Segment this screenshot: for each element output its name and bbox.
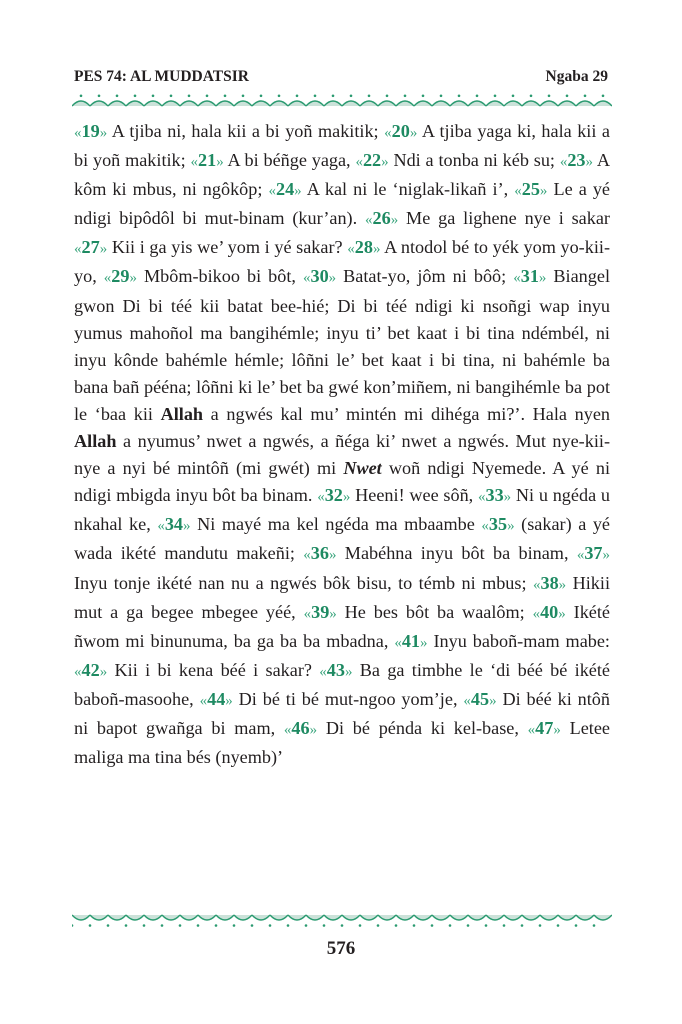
verse-number-marker	[303, 543, 336, 563]
verse-number: 44	[207, 688, 226, 709]
verse-number: 40	[540, 601, 559, 622]
border-dot	[395, 924, 398, 927]
verse-number-marker	[191, 150, 224, 170]
verse-ornament-close-icon: »	[381, 154, 389, 171]
verse-text: Inyu tonje ikété nan nu a ngwés bôk bisu, to témb ni mbus;	[74, 572, 533, 593]
verse-ornament-close-icon: »	[489, 692, 497, 709]
verse-ornament-close-icon: »	[553, 721, 561, 738]
border-dot	[503, 924, 506, 927]
running-header	[74, 68, 608, 88]
verse-text: (sakar) a yé wada ikété mandutu makeñi;	[74, 514, 610, 564]
verse-number-marker	[200, 689, 233, 709]
verse-text: a ngwés kal mu’ mintén mi dihéga mi?’. Hala nyen	[203, 403, 610, 424]
verse-text: A tjiba ni, hala kii a bi yoñ makitik;	[107, 121, 385, 141]
verse-number: 43	[326, 659, 345, 680]
verse-ornament-close-icon: »	[328, 270, 337, 287]
verse-number-marker	[463, 689, 496, 709]
verse-ornament-open-icon: «	[513, 270, 521, 287]
verse-number-marker	[268, 179, 301, 199]
top-ornamental-border	[72, 94, 612, 108]
verse-text: Inyu baboñ-mam mabe:	[427, 630, 610, 651]
verse-number-marker	[478, 485, 511, 505]
verse-ornament-open-icon: «	[303, 547, 311, 564]
border-dot	[548, 95, 551, 98]
verse-ornament-open-icon: «	[532, 576, 541, 593]
verse-text: Batat-yo, jôm ni bôô;	[336, 266, 514, 287]
verse-number: 33	[485, 485, 504, 506]
verse-ornament-open-icon: «	[576, 547, 585, 564]
border-dot	[449, 924, 452, 927]
verse-number: 20	[391, 121, 410, 141]
border-dot	[440, 95, 443, 98]
verse-ornament-close-icon: »	[329, 605, 337, 622]
verse-ornament-open-icon: «	[74, 663, 82, 680]
verse-ornament-open-icon: «	[527, 721, 536, 738]
verse-ornament-open-icon: «	[319, 663, 327, 680]
border-dot	[197, 924, 200, 927]
verse-text: Hikii mut a ga begee mbegee yéé,	[74, 572, 610, 622]
verse-ornament-open-icon: «	[74, 125, 82, 141]
border-dot	[134, 95, 137, 98]
verse-ornament-close-icon: »	[558, 576, 567, 593]
border-dot	[323, 924, 326, 927]
verse-ornament-close-icon: »	[409, 125, 418, 141]
verse-text: a nyumus’ nwet a ngwés, a ñéga ki’ nwet a ngwés. Mut nye-kii-nye a nyi bé mintôñ (mi gwét) mi	[74, 431, 610, 479]
border-dot	[359, 924, 362, 927]
divine-name-allah: Allah	[160, 403, 204, 424]
verse-text: Kii i ga yis we’ yom i yé sakar?	[107, 237, 348, 258]
verse-ornament-close-icon: »	[585, 154, 593, 171]
border-dot	[251, 924, 254, 927]
verse-ornament-open-icon: «	[532, 605, 541, 622]
border-dot	[530, 95, 533, 98]
verse-number-marker	[533, 602, 566, 622]
verse-number: 34	[164, 514, 184, 535]
verse-number: 31	[520, 266, 539, 287]
verse-ornament-open-icon: «	[103, 270, 112, 287]
verse-number: 45	[470, 688, 490, 709]
verse-ornament-open-icon: «	[394, 634, 402, 651]
verse-ornament-close-icon: »	[420, 634, 428, 651]
verse-ornament-close-icon: »	[129, 270, 137, 287]
border-dot	[413, 924, 416, 927]
border-dot	[476, 95, 479, 98]
page-number: 576	[326, 938, 356, 959]
divine-name-nwet: Nwet	[343, 458, 382, 479]
verse-number-marker	[560, 150, 593, 170]
verse-text: Biangel gwon Di bi téé kii batat bee-hié; Di bi téé ndigi ki nsoñgi wap inyu yumus mahoñol ma bangihémle; inyu ti’ bet kaat i bi tina ndémbél, ni inyu kônde bahémle hémle; lôñni le’ bet kaat i bi tina, ni bahémle ba bana bañ pééna; lôñni ki le’ bet ba gwé kon’miñem, ni bangihémle ba pot le ‘baa kii	[74, 266, 610, 424]
border-dot	[512, 95, 515, 98]
verse-number: 23	[567, 150, 586, 171]
verse-ornament-close-icon: »	[328, 547, 337, 564]
verse-number: 25	[521, 179, 540, 200]
border-dot	[72, 924, 73, 927]
verse-text: Kii i bi kena béé i sakar?	[107, 659, 320, 680]
border-dot	[305, 924, 308, 927]
verse-ornament-close-icon: »	[558, 605, 566, 622]
border-dot	[179, 924, 182, 927]
verse-number: 29	[111, 266, 130, 287]
verse-ornament-open-icon: «	[268, 183, 276, 200]
verse-ornament-close-icon: »	[99, 241, 108, 258]
verse-ornament-close-icon: »	[503, 489, 512, 506]
border-dot	[584, 95, 587, 98]
verse-text: Mbôm-bikoo bi bôt,	[136, 266, 303, 287]
border-dot	[332, 95, 335, 98]
border-dot	[422, 95, 425, 98]
verse-ornament-close-icon: »	[372, 241, 381, 258]
border-dot	[557, 924, 560, 927]
verse-text: Ba ga timbhe le ‘di béé bé ikété baboñ-masoohe,	[74, 659, 611, 709]
verse-number: 28	[354, 237, 373, 258]
verse-number: 32	[324, 485, 343, 506]
border-dot	[215, 924, 218, 927]
verse-number-marker	[317, 485, 350, 505]
verse-number: 37	[584, 543, 603, 564]
verse-number-marker	[481, 514, 514, 534]
verse-text: Le a yé ndigi bipôdôl bi mut-binam (kur’an).	[74, 179, 610, 229]
verse-number: 46	[291, 717, 310, 738]
verse-text: Heeni! wee sôñ,	[350, 485, 478, 506]
border-dot	[368, 95, 371, 98]
verse-number-marker	[528, 718, 561, 738]
verse-number: 30	[310, 266, 329, 287]
verse-ornament-open-icon: «	[157, 518, 165, 535]
verse-text: Ni mayé ma kel ngéda ma mbaambe	[190, 514, 482, 535]
border-dot	[80, 95, 83, 98]
verse-number-marker	[284, 718, 317, 738]
verse-ornament-open-icon: «	[74, 241, 82, 258]
border-dot	[269, 924, 272, 927]
verse-ornament-close-icon: »	[225, 692, 233, 709]
verse-ornament-open-icon: «	[365, 212, 373, 229]
border-dot	[89, 924, 92, 927]
verse-number: 24	[275, 179, 295, 200]
border-dot	[152, 95, 155, 98]
border-dot	[431, 924, 434, 927]
verse-number: 35	[488, 514, 508, 535]
verse-ornament-open-icon: «	[514, 183, 522, 200]
verse-number: 42	[81, 659, 100, 680]
verse-ornament-close-icon: »	[183, 518, 191, 535]
verse-text: Mabéhna inyu bôt ba binam,	[336, 543, 577, 564]
verse-text: A kal ni le ‘niglak-likañ i’,	[301, 179, 515, 200]
border-dot	[593, 924, 596, 927]
verse-text: A bi béñge yaga,	[223, 150, 356, 171]
border-dot	[494, 95, 497, 98]
border-dot	[341, 924, 344, 927]
verse-number: 19	[81, 121, 100, 141]
verse-number: 47	[535, 717, 554, 738]
border-dot	[350, 95, 353, 98]
verse-ornament-close-icon: »	[309, 721, 318, 738]
verse-ornament-open-icon: «	[463, 692, 471, 709]
verse-ornament-close-icon: »	[538, 270, 547, 287]
verse-number-marker	[514, 179, 547, 199]
verse-number: 36	[310, 543, 329, 564]
verse-text: He bes bôt ba waalôm;	[336, 601, 533, 622]
verse-ornament-open-icon: «	[283, 721, 292, 738]
verse-number-marker	[303, 266, 336, 286]
border-dot	[278, 95, 281, 98]
border-dot	[233, 924, 236, 927]
verse-number-marker	[513, 266, 546, 286]
verse-number-marker	[577, 543, 610, 563]
border-dot	[296, 95, 299, 98]
verse-text: Di bé pénda ki kel-base,	[317, 717, 528, 738]
border-dot	[260, 95, 263, 98]
verse-number-marker	[74, 121, 107, 141]
border-dot	[377, 924, 380, 927]
border-dot	[287, 924, 290, 927]
verse-text: Di béé ki ntôñ ni bapot gwañga bi mam,	[74, 688, 610, 738]
chapter-title: PES 74: AL MUDDATSIR	[74, 68, 249, 85]
verse-number-marker	[157, 514, 190, 534]
border-dot	[485, 924, 488, 927]
verse-number: 41	[401, 630, 420, 651]
verse-ornament-open-icon: «	[384, 125, 392, 141]
border-dot	[188, 95, 191, 98]
verse-ornament-close-icon: »	[344, 663, 353, 680]
border-dot	[539, 924, 542, 927]
border-dot	[404, 95, 407, 98]
verse-text: A ntodol bé to yék yom yo-kii-yo,	[74, 237, 610, 287]
verse-number: 27	[81, 237, 100, 258]
bottom-ornamental-border	[72, 913, 612, 927]
border-dot	[602, 95, 605, 98]
border-dot	[224, 95, 227, 98]
verse-ornament-open-icon: «	[190, 154, 199, 171]
border-dot	[170, 95, 173, 98]
verse-number-marker	[74, 237, 107, 257]
verse-ornament-open-icon: «	[559, 154, 568, 171]
verse-number-marker	[347, 237, 380, 257]
verse-text: A tjiba yaga ki, hala kii a bi yoñ makitik;	[74, 121, 610, 171]
border-dot	[566, 95, 569, 98]
verse-number-marker	[384, 121, 417, 141]
verse-ornament-close-icon: »	[602, 547, 611, 564]
verse-number: 26	[372, 208, 391, 229]
verse-ornament-open-icon: «	[347, 241, 355, 258]
verse-text: Letee maliga ma tina bés (nyemb)’	[74, 717, 610, 768]
verse-number-marker	[304, 602, 337, 622]
border-dot	[458, 95, 461, 98]
verse-text-block	[74, 118, 610, 771]
verse-ornament-close-icon: »	[294, 183, 302, 200]
verse-number-marker	[355, 150, 388, 170]
verse-ornament-close-icon: »	[390, 212, 399, 229]
border-dot	[98, 95, 101, 98]
border-dot	[314, 95, 317, 98]
border-dot	[242, 95, 245, 98]
verse-text: A kôm ki mbus, ni ngôkôp;	[74, 150, 610, 200]
verse-ornament-close-icon: »	[342, 489, 351, 506]
verse-number-marker	[365, 208, 398, 228]
verse-number: 38	[540, 572, 559, 593]
verse-text: Ndi a tonba ni kéb su;	[388, 150, 560, 171]
verse-number: 22	[362, 150, 382, 171]
verse-ornament-close-icon: »	[99, 125, 108, 141]
verse-ornament-close-icon: »	[507, 518, 515, 535]
verse-ornament-open-icon: «	[303, 605, 312, 622]
border-dot	[206, 95, 209, 98]
verse-text: Me ga lighene nye i sakar	[398, 208, 610, 229]
verse-number-marker	[319, 660, 352, 680]
verse-ornament-open-icon: «	[199, 692, 208, 709]
verse-ornament-open-icon: «	[355, 154, 363, 171]
border-dot	[386, 95, 389, 98]
verse-text: Ikété ñwom mi binunuma, ba ga ba ba mbadna,	[74, 601, 610, 651]
verse-number-marker	[104, 266, 137, 286]
border-dot	[107, 924, 110, 927]
verse-number-marker	[394, 631, 427, 651]
border-dot	[116, 95, 119, 98]
border-dot	[521, 924, 524, 927]
verse-text: woñ ndigi Nyemede. A yé ni ndigi mbigda inyu bôt ba binam.	[74, 458, 610, 506]
verse-ornament-close-icon: »	[539, 183, 548, 200]
verse-text: Ni u ngéda u nkahal ke,	[74, 485, 610, 535]
border-dot	[125, 924, 128, 927]
verse-number: 39	[311, 601, 330, 622]
border-dot	[575, 924, 578, 927]
border-dot	[467, 924, 470, 927]
verse-number-marker	[533, 573, 566, 593]
verse-text: Di bé ti bé mut-ngoo yom’je,	[232, 688, 464, 709]
verse-ornament-close-icon: »	[216, 154, 224, 171]
border-dot	[161, 924, 164, 927]
verse-number-marker	[74, 660, 107, 680]
verse-ornament-open-icon: «	[477, 489, 486, 506]
verse-ornament-open-icon: «	[317, 489, 325, 506]
verse-ornament-close-icon: »	[99, 663, 108, 680]
verse-number: 21	[198, 150, 217, 171]
section-label: Ngaba 29	[545, 68, 608, 85]
divine-name-allah: Allah	[74, 431, 117, 452]
border-dot	[143, 924, 146, 927]
verse-ornament-open-icon: «	[481, 518, 489, 535]
verse-ornament-open-icon: «	[302, 270, 311, 287]
